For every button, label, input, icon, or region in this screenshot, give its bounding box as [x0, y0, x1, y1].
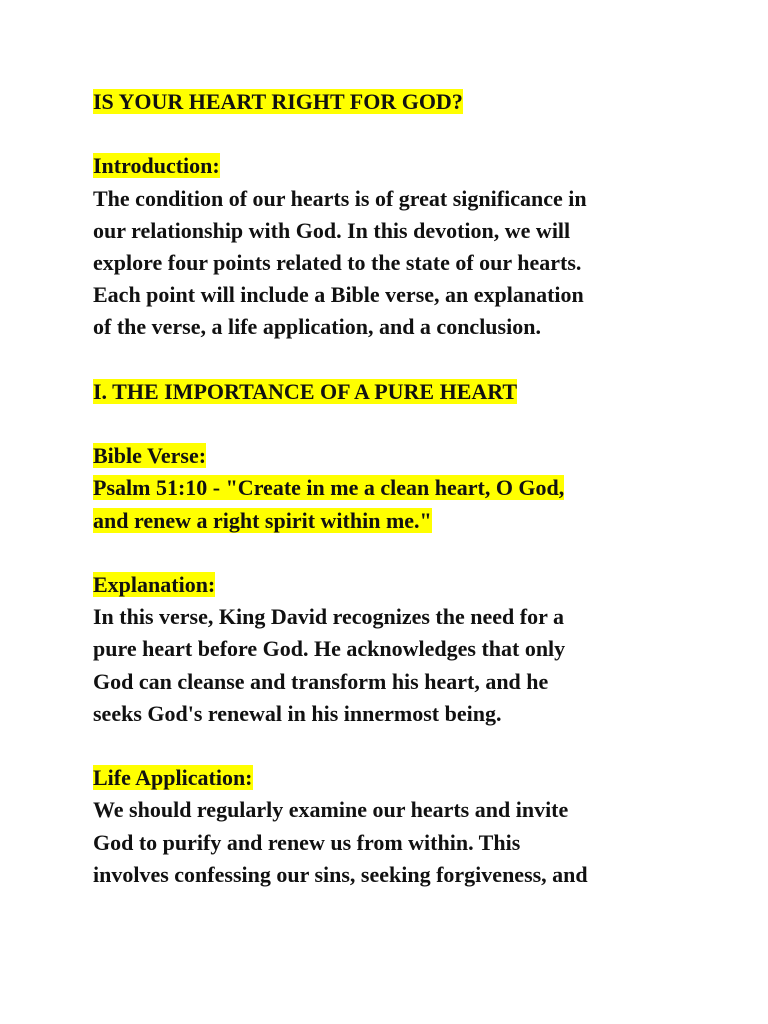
document-body [93, 86, 713, 891]
spacer [93, 730, 713, 762]
explanation-heading: Explanation: [93, 571, 216, 597]
document-title-text: IS YOUR HEART RIGHT FOR GOD? [93, 89, 463, 114]
explanation-line: God can cleanse and transform his heart, and he [93, 668, 549, 694]
life-application-line: We should regularly examine our hearts and invite [93, 797, 569, 823]
bible-verse-heading: Bible Verse: [93, 443, 207, 469]
introduction-line: Each point will include a Bible verse, an explanation [93, 282, 584, 308]
introduction-line: The condition of our hearts is of great significance in [93, 185, 587, 211]
spacer [93, 344, 713, 376]
document-title [93, 86, 713, 118]
explanation-line: pure heart before God. He acknowledges that only [93, 636, 566, 662]
bible-verse-line: Psalm 51:10 - "Create in me a clean heart, O God, [93, 475, 565, 501]
spacer [93, 118, 713, 150]
section-heading [93, 376, 713, 408]
introduction-heading: Introduction: [93, 153, 220, 179]
introduction-line: of the verse, a life application, and a conclusion. [93, 314, 541, 340]
life-application-section [93, 762, 713, 891]
introduction-line: our relationship with God. In this devotion, we will [93, 217, 571, 243]
bible-verse-line: and renew a right spirit within me." [93, 507, 432, 533]
introduction-line: explore four points related to the state of our hearts. [93, 250, 582, 275]
explanation-line: seeks God's renewal in his innermost being. [93, 700, 502, 726]
spacer [93, 408, 713, 440]
explanation-section [93, 569, 713, 730]
bible-verse-section [93, 440, 713, 537]
explanation-line: In this verse, King David recognizes the need for a [93, 604, 564, 630]
spacer [93, 537, 713, 569]
section-heading-text: I. THE IMPORTANCE OF A PURE HEART [93, 378, 518, 404]
life-application-line: God to purify and renew us from within. This [93, 829, 521, 855]
life-application-line: involves confessing our sins, seeking forgiveness, and [93, 861, 588, 887]
introduction-section [93, 150, 713, 343]
life-application-heading: Life Application: [93, 765, 253, 791]
